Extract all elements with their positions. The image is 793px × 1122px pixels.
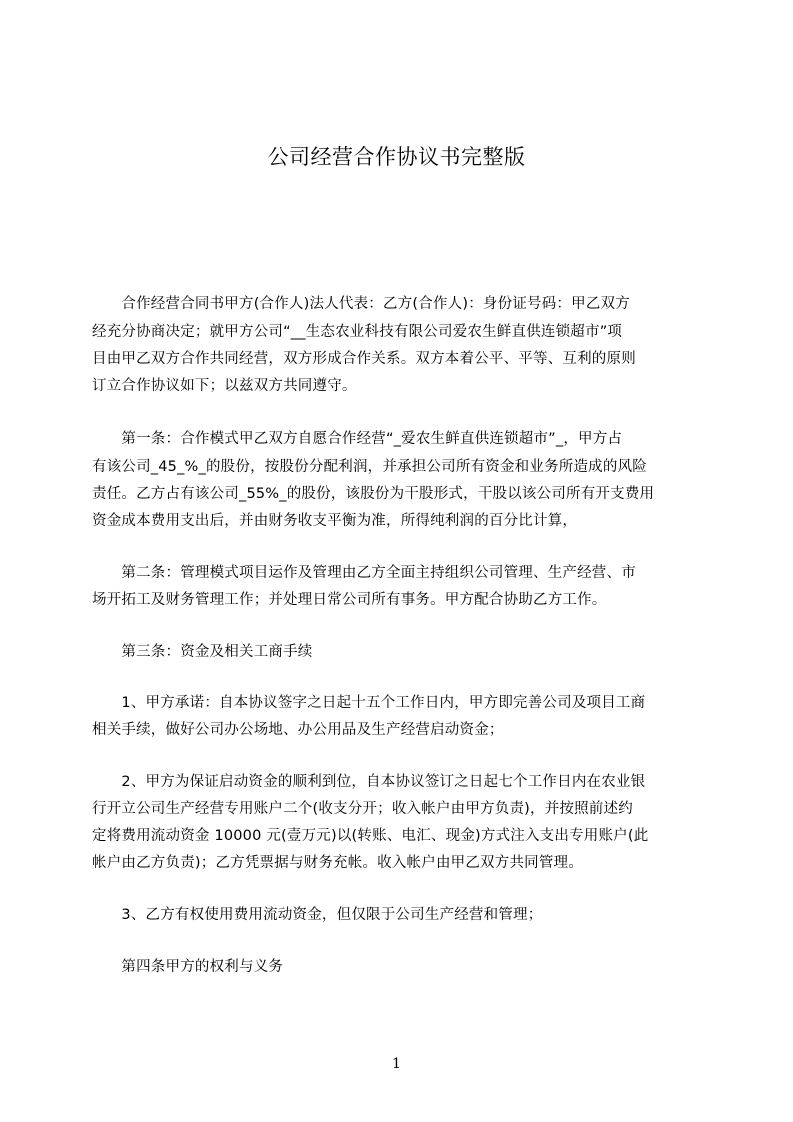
section-heading: 第三条：资金及相关工商手续 <box>92 644 313 660</box>
paragraph-line: 1、甲方承诺：自本协议签字之日起十五个工作日内，甲方即完善公司及项目工商 <box>92 695 646 711</box>
paragraph-line: 目由甲乙双方合作共同经营，双方形成合作关系。双方本着公平、平等、互利的原则 <box>92 351 636 367</box>
paragraph-line: 经充分协商决定；就甲方公司“__生态农业科技有限公司爱农生鲜直供连锁超市”项 <box>92 324 623 340</box>
paragraph-line: 相关手续，做好公司办公场地、办公用品及生产经营启动资金； <box>92 722 504 738</box>
document-title: 公司经营合作协议书完整版 <box>267 145 526 169</box>
page-number: 1 <box>392 1056 401 1072</box>
paragraph-line: 定将费用流动资金 10000 元(壹万元)以(转账、电汇、现金)方式注入支出专用账户(此 <box>92 828 649 844</box>
paragraph-line: 3、乙方有权使用费用流动资金，但仅限于公司生产经营和管理； <box>92 907 543 923</box>
paragraph-line: 责任。乙方占有该公司_55%_的股份，该股份为干股形式，干股以该公司所有开支费用 <box>92 486 655 502</box>
paragraph-line: 订立合作协议如下；以兹双方共同遵守。 <box>92 378 357 394</box>
paragraph-line: 合作经营合同书甲方(合作人)法人代表：乙方(合作人)：身份证号码：甲乙双方 <box>92 296 630 312</box>
paragraph-line: 行开立公司生产经营专用账户二个(收支分开；收入帐户由甲方负责)，并按照前述约 <box>92 801 633 817</box>
paragraph-line: 2、甲方为保证启动资金的顺利到位，自本协议签订之日起七个工作日内在农业银 <box>92 774 646 790</box>
paragraph-line: 帐户由乙方负责)；乙方凭票据与财务充帐。收入帐户由甲乙双方共同管理。 <box>92 855 583 871</box>
paragraph-line: 资金成本费用支出后，并由财务收支平衡为准，所得纯利润的百分比计算， <box>92 513 578 529</box>
paragraph-line: 第一条：合作模式甲乙双方自愿合作经营“_爱农生鲜直供连锁超市”_，甲方占 <box>92 431 623 447</box>
section-heading: 第四条甲方的权利与义务 <box>92 959 284 975</box>
paragraph-line: 场开拓工及财务管理工作；并处理日常公司所有事务。甲方配合协助乙方工作。 <box>92 592 607 608</box>
paragraph-line: 有该公司_45_%_的股份，按股份分配利润，并承担公司所有资金和业务所造成的风险 <box>92 459 647 475</box>
document-body <box>92 0 704 1122</box>
paragraph-line: 第二条：管理模式项目运作及管理由乙方全面主持组织公司管理、生产经营、市 <box>92 565 636 581</box>
